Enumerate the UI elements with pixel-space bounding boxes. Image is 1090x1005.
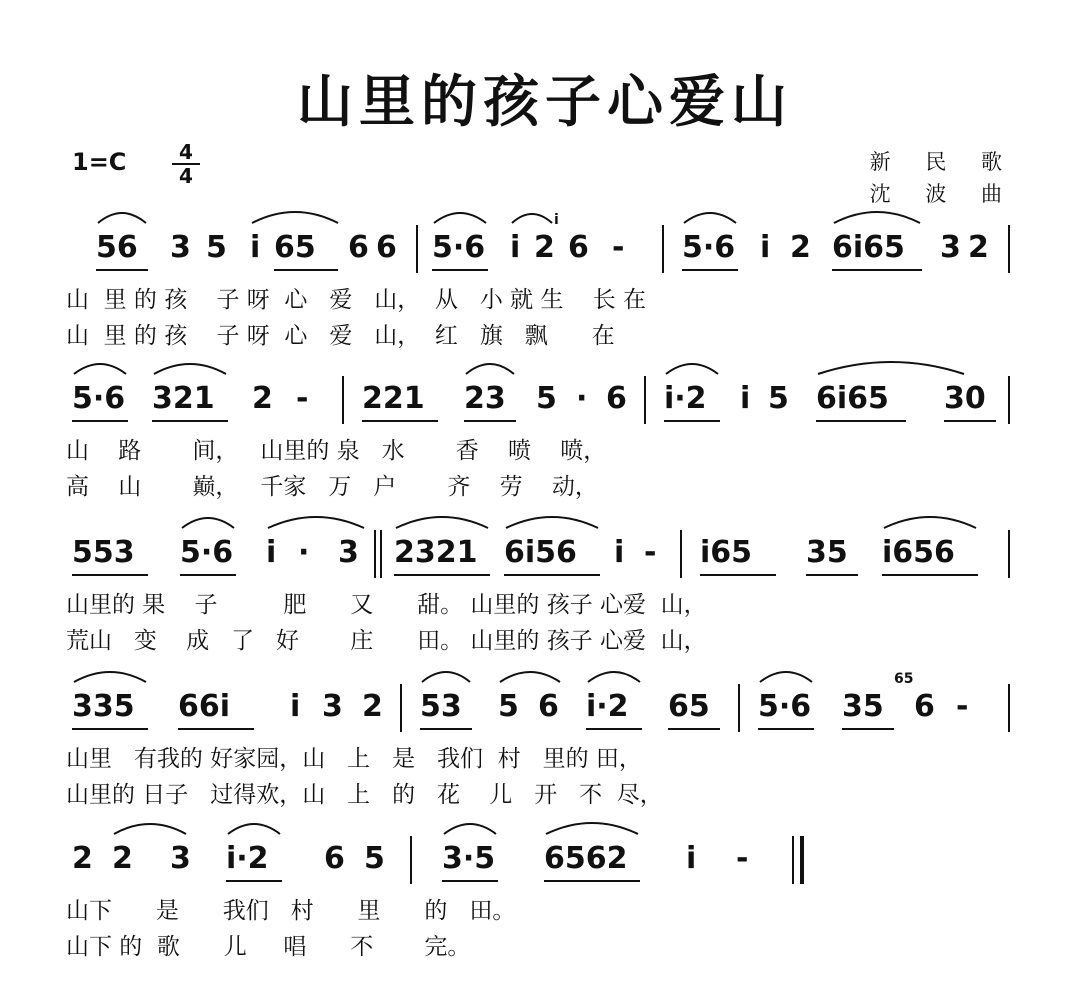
underline	[464, 420, 516, 422]
note: 30	[944, 381, 986, 416]
note: 3	[338, 535, 359, 570]
slur	[180, 512, 236, 530]
slur	[250, 207, 340, 225]
note: i	[760, 230, 771, 265]
note: 5·6	[758, 689, 812, 724]
note: 56	[96, 230, 138, 265]
slur	[816, 358, 966, 376]
notation-line	[60, 212, 1030, 271]
note: i	[290, 689, 301, 724]
note: i65	[700, 535, 753, 570]
note: 66i	[178, 689, 231, 724]
underline	[152, 420, 228, 422]
slur	[96, 207, 148, 225]
note: 2	[252, 381, 273, 416]
note: 3	[322, 689, 343, 724]
underline	[274, 269, 338, 271]
lyric-verse-1: 山 里 的 孩 子 呀 心 爱 山， 从 小 就 生 长 在	[66, 287, 647, 313]
note: 2	[362, 689, 383, 724]
note: -	[644, 535, 657, 570]
slur	[442, 818, 498, 836]
note: 6i56	[504, 535, 577, 570]
note: i	[686, 841, 697, 876]
time-signature	[172, 142, 200, 186]
note: 5·6	[180, 535, 234, 570]
barline	[416, 225, 418, 273]
underline	[178, 728, 254, 730]
slur	[498, 666, 562, 684]
barline	[680, 530, 682, 578]
lyric-verse-1: 山 路 间， 山里的 泉 水 香 喷 喷，	[66, 438, 607, 464]
lyric-verse-2: 山下 的 歌 儿 唱 不 完。	[66, 934, 471, 960]
note: -	[956, 689, 969, 724]
lyric-verse-2: 荒山 变 成 了 好 庄 田。 山里的 孩子 心爱 山，	[66, 628, 707, 654]
underline	[586, 728, 642, 730]
barline	[792, 836, 794, 884]
underline	[664, 420, 720, 422]
notation-line	[60, 376, 1030, 422]
note: -	[736, 841, 749, 876]
note: 2	[112, 841, 133, 876]
slur	[586, 666, 642, 684]
note: 5	[498, 689, 519, 724]
underline	[944, 420, 996, 422]
underline	[432, 269, 488, 271]
note: 35	[842, 689, 884, 724]
note: 5·6	[72, 381, 126, 416]
lyric-verse-1: 山下 是 我们 村 里 的 田。	[66, 898, 516, 924]
note: 553	[72, 535, 135, 570]
note: 5	[206, 230, 227, 265]
slur	[394, 512, 490, 530]
underline	[682, 269, 738, 271]
note: -	[296, 381, 309, 416]
meter-top: 4	[179, 140, 193, 164]
grace-note: i	[554, 212, 559, 228]
note: 5	[536, 381, 557, 416]
underline	[226, 880, 282, 882]
note: 53	[420, 689, 462, 724]
lyric-verse-1: 山里 有我的 好家园，山 上 是 我们 村 里的 田，	[66, 746, 642, 772]
underline	[758, 728, 814, 730]
underline	[882, 574, 978, 576]
underline	[394, 574, 490, 576]
key-signature: 1=C	[72, 148, 127, 176]
slur	[72, 666, 148, 684]
note: 2	[790, 230, 811, 265]
notation-line	[60, 671, 1030, 730]
note: 6	[568, 230, 589, 265]
credit-composer: 沈 波 曲	[869, 182, 1016, 206]
slur	[504, 512, 600, 530]
note: 6	[538, 689, 559, 724]
note: i·2	[226, 841, 269, 876]
barline	[1008, 376, 1010, 424]
notation-line	[60, 530, 1030, 576]
note: 2	[72, 841, 93, 876]
final-barline	[800, 836, 804, 884]
note: 5·6	[682, 230, 736, 265]
slur	[226, 818, 282, 836]
slur	[544, 818, 640, 836]
barline	[1008, 225, 1010, 273]
slur	[510, 207, 554, 225]
underline	[180, 574, 236, 576]
note: i656	[882, 535, 955, 570]
note: 23	[464, 381, 506, 416]
note: i·2	[586, 689, 629, 724]
underline	[832, 269, 922, 271]
slur	[832, 207, 922, 225]
note: 6	[324, 841, 345, 876]
underline	[96, 269, 148, 271]
note: -	[612, 230, 625, 265]
note: i	[250, 230, 261, 265]
note: 6i65	[832, 230, 905, 265]
underline	[362, 420, 438, 422]
note: 5	[768, 381, 789, 416]
underline	[72, 420, 128, 422]
underline	[668, 728, 720, 730]
underline	[72, 574, 148, 576]
note: 65	[274, 230, 316, 265]
note: 6	[914, 689, 935, 724]
note: ·	[298, 535, 310, 570]
meter-bottom: 4	[179, 164, 193, 188]
note: i	[740, 381, 751, 416]
lyric-verse-1: 山里的 果 子 肥 又 甜。 山里的 孩子 心爱 山，	[66, 592, 707, 618]
slur	[882, 512, 978, 530]
slur	[758, 666, 814, 684]
slur	[266, 512, 366, 530]
barline	[410, 836, 412, 884]
underline	[504, 574, 600, 576]
slur	[420, 666, 472, 684]
note: 5·6	[432, 230, 486, 265]
barline	[662, 225, 664, 273]
note: 3	[170, 230, 191, 265]
note: 2321	[394, 535, 478, 570]
barline	[380, 530, 382, 578]
slur	[432, 207, 488, 225]
note: 3	[940, 230, 961, 265]
underline	[442, 880, 498, 882]
underline	[842, 728, 894, 730]
underline	[700, 574, 776, 576]
note: 6562	[544, 841, 628, 876]
barline	[738, 684, 740, 732]
underline	[420, 728, 472, 730]
note: 335	[72, 689, 135, 724]
note: 6	[348, 230, 369, 265]
underline	[816, 420, 906, 422]
note: 6	[606, 381, 627, 416]
note: 6i65	[816, 381, 889, 416]
note: 2	[534, 230, 555, 265]
note: i	[614, 535, 625, 570]
slur	[464, 358, 516, 376]
notation-line	[60, 836, 1030, 882]
barline	[1008, 684, 1010, 732]
barline	[1008, 530, 1010, 578]
slur	[72, 358, 128, 376]
credit-lyrics: 新 民 歌	[869, 150, 1016, 174]
note: 6	[376, 230, 397, 265]
underline	[72, 728, 148, 730]
grace-note: 65	[894, 671, 914, 687]
slur	[112, 818, 188, 836]
barline	[644, 376, 646, 424]
note: ·	[576, 381, 588, 416]
note: 3	[170, 841, 191, 876]
barline	[342, 376, 344, 424]
note: i	[510, 230, 521, 265]
lyric-verse-2: 高 山 巅， 千家 万 户 齐 劳 动，	[66, 474, 598, 500]
note: 321	[152, 381, 215, 416]
underline	[806, 574, 858, 576]
lyric-verse-2: 山 里 的 孩 子 呀 心 爱 山， 红 旗 飘 在	[66, 323, 615, 349]
note: 2	[968, 230, 989, 265]
slur	[664, 358, 720, 376]
lyric-verse-2: 山里的 日子 过得欢，山 上 的 花 儿 开 不 尽，	[66, 782, 663, 808]
underline	[544, 880, 640, 882]
song-title: 山里的孩子心爱山	[297, 70, 793, 135]
note: i·2	[664, 381, 707, 416]
slur	[152, 358, 228, 376]
note: 5	[364, 841, 385, 876]
note: 65	[668, 689, 710, 724]
slur	[682, 207, 738, 225]
note: 35	[806, 535, 848, 570]
barline	[374, 530, 376, 578]
note: i	[266, 535, 277, 570]
barline	[400, 684, 402, 732]
note: 3·5	[442, 841, 496, 876]
note: 221	[362, 381, 425, 416]
